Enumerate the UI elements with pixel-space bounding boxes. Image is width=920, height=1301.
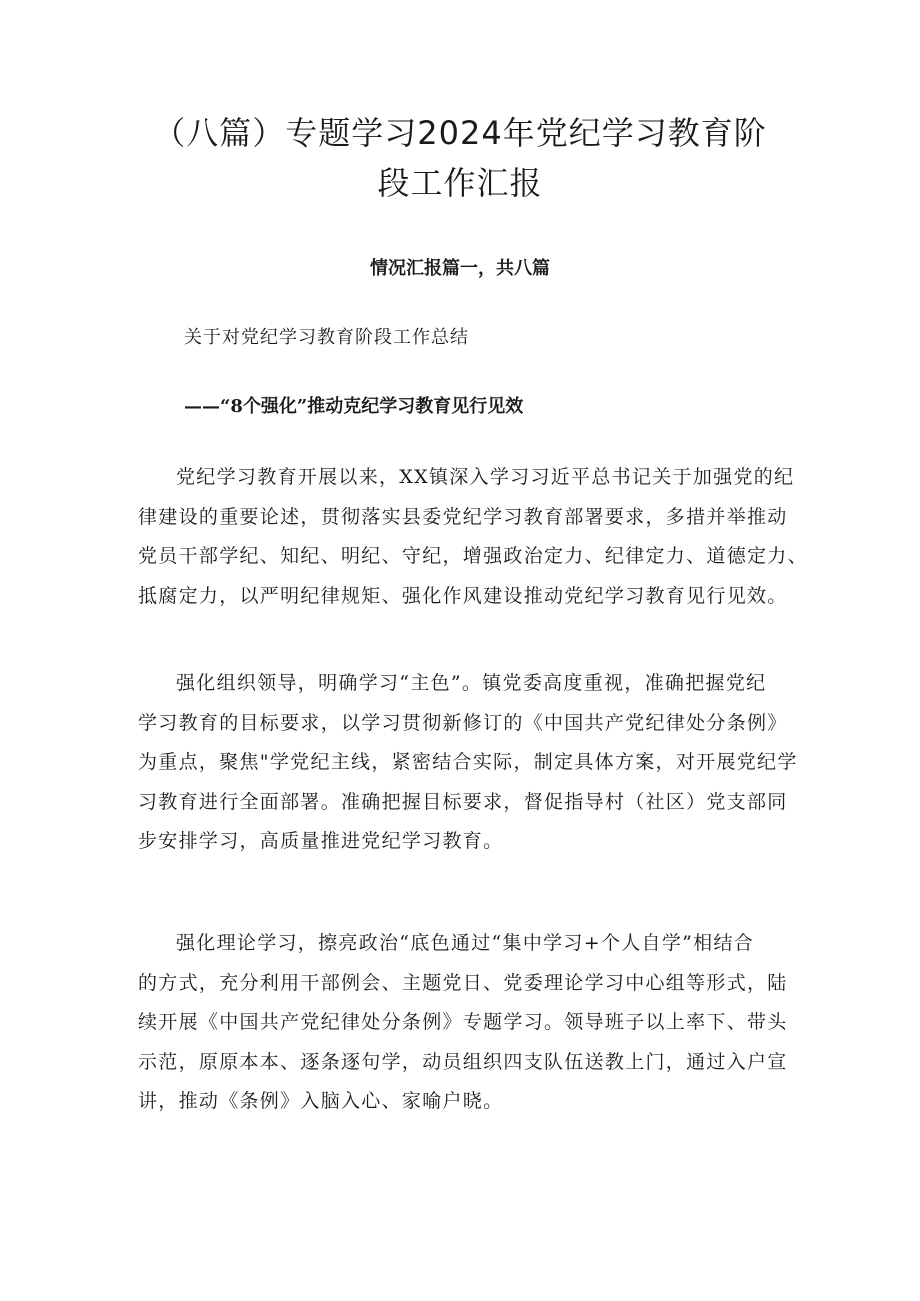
- section-heading: 情况汇报篇一，共八篇: [370, 258, 550, 279]
- paragraph-line: 习教育进行全面部署。准确把握目标要求，督促指导村（社区）党支部同: [138, 790, 788, 813]
- paragraph-line: 律建设的重要论述，贯彻落实县委党纪学习教育部署要求，多措并举推动: [138, 505, 788, 528]
- paragraph-line: 强化理论学习，擦亮政治“底色通过“集中学习+个人自学”相结合: [176, 932, 755, 954]
- paragraph-line: 讲，推动《条例》入脑入心、家喻户晓。: [138, 1090, 504, 1112]
- paragraph-line: 学习教育的目标要求，以学习贯彻新修订的《中国共产党纪律处分条例》: [138, 711, 788, 734]
- paragraph-line: 党员干部学纪、知纪、明纪、守纪，增强政治定力、纪律定力、道德定力、: [138, 545, 808, 567]
- paragraph-line: 党纪学习教育开展以来，XX镇深入学习习近平总书记关于加强党的纪: [176, 466, 795, 488]
- paragraph-line: 的方式，充分利用干部例会、主题党日、党委理论学习中心组等形式，陆: [138, 971, 788, 994]
- paragraph-line: 强化组织领导，明确学习“主色”。镇党委高度重视，准确把握党纪: [176, 672, 767, 694]
- report-subtitle: 关于对党纪学习教育阶段工作总结: [184, 327, 469, 348]
- document-title-line-2: 段工作汇报: [377, 164, 543, 202]
- paragraph-1: [138, 458, 808, 616]
- paragraph-line: 为重点，聚焦"学党纪主线，紧密结合实际，制定具体方案，对开展党纪学: [138, 751, 798, 773]
- paragraph-line: 抵腐定力，以严明纪律规矩、强化作风建设推动党纪学习教育见行见效。: [138, 584, 788, 607]
- paragraph-3: [138, 924, 798, 1122]
- document-title-line-1: （八篇）专题学习2024年党纪学习教育阶: [153, 114, 767, 152]
- dash-heading: ——“8个强化”推动克纪学习教育见行见效: [184, 396, 524, 417]
- paragraph-line: 续开展《中国共产党纪律处分条例》专题学习。领导班子以上率下、带头: [138, 1011, 788, 1033]
- paragraph-2: [138, 664, 798, 862]
- paragraph-line: 示范，原原本本、逐条逐句学，动员组织四支队伍送教上门，通过入户宣: [138, 1050, 788, 1073]
- paragraph-line: 步安排学习，高质量推进党纪学习教育。: [138, 830, 504, 852]
